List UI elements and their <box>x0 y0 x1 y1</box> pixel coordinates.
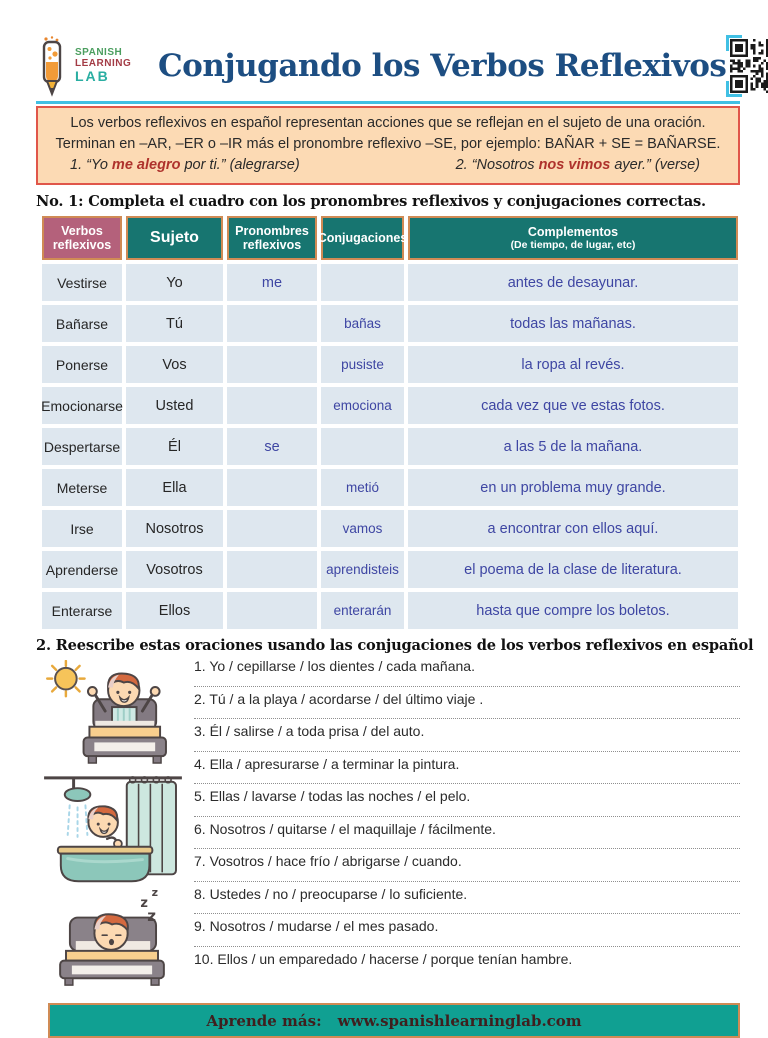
sleep-z: z <box>140 896 148 912</box>
sujeto-cell: Él <box>126 428 223 465</box>
col-header-sujeto: Sujeto <box>126 216 223 260</box>
sujeto-cell: Vosotros <box>126 551 223 588</box>
verbo-cell: Enterarse <box>42 592 122 629</box>
conjugacion-cell: bañas <box>321 305 404 342</box>
section1-heading: No. 1: Completa el cuadro con los pronombres reflexivos y conjugaciones correctas. <box>36 193 706 211</box>
pronombre-cell <box>227 346 317 383</box>
exercise-item <box>194 756 740 785</box>
boy-taking-shower-in-bathtub-icon <box>38 768 186 894</box>
verbo-cell: Bañarse <box>42 305 122 342</box>
pronombre-cell <box>227 551 317 588</box>
qr-frame-corner <box>726 35 742 51</box>
exercise-item <box>194 691 740 720</box>
exercise-section <box>36 658 740 995</box>
answer-line <box>194 686 740 687</box>
col-header-complementos: Complementos (De tiempo, de lugar, etc) <box>408 216 738 260</box>
exercise-item-text: 7. Vosotros / hace frío / abrigarse / cuando. <box>194 853 462 870</box>
col-header-conjugaciones: Conjugaciones <box>321 216 404 260</box>
verbo-cell: Emocionarse <box>42 387 122 424</box>
exercise-item-text: 4. Ella / apresurarse / a terminar la pintura. <box>194 755 460 772</box>
verbo-cell: Despertarse <box>42 428 122 465</box>
exercise-item <box>194 788 740 817</box>
qr-frame-corner <box>726 81 742 97</box>
exercise-item-text: 5. Ellas / lavarse / todas las noches / el pelo. <box>194 788 471 805</box>
answer-line <box>194 913 740 914</box>
pronombre-cell: me <box>227 264 317 301</box>
sujeto-cell: Usted <box>126 387 223 424</box>
complemento-cell: el poema de la clase de literatura. <box>408 551 738 588</box>
exercise-item-text: 8. Ustedes / no / preocuparse / lo suficiente. <box>194 885 468 902</box>
answer-line <box>194 816 740 817</box>
sujeto-cell: Vos <box>126 346 223 383</box>
complemento-cell: hasta que compre los boletos. <box>408 592 738 629</box>
verbo-cell: Aprenderse <box>42 551 122 588</box>
boy-sleeping-in-bed-icon <box>38 898 186 990</box>
answer-line <box>194 783 740 784</box>
conjugacion-cell: emociona <box>321 387 404 424</box>
col-header-verbos: Verbos reflexivos <box>42 216 122 260</box>
exercise-list <box>188 658 740 995</box>
example-1-highlight: me alegro <box>111 157 181 174</box>
exercise-item <box>194 918 740 947</box>
verbo-cell: Vestirse <box>42 264 122 301</box>
complemento-cell: a encontrar con ellos aquí. <box>408 510 738 547</box>
logo-text-lab: LAB <box>75 68 110 85</box>
answer-line <box>194 881 740 882</box>
boy-waking-up-in-bed-with-sun-icon <box>38 660 186 764</box>
exercise-item-text: 3. Él / salirse / a toda prisa / del auto. <box>194 723 425 740</box>
sujeto-cell: Nosotros <box>126 510 223 547</box>
exercise-item-text: 1. Yo / cepillarse / los dientes / cada mañana. <box>194 658 475 675</box>
answer-line <box>194 751 740 752</box>
example-1: 1. “Yo me alegro por ti.” (alegrarse) <box>70 157 300 174</box>
sleep-z: z <box>147 907 156 926</box>
exercise-item <box>194 853 740 882</box>
intro-line-2: Terminan en –AR, –ER o –IR más el pronombre reflexivo –SE, por ejemplo: BAÑAR + SE = BAÑARSE. <box>55 136 721 153</box>
header-divider <box>36 101 740 104</box>
pronombre-cell <box>227 469 317 506</box>
complemento-cell: a las 5 de la mañana. <box>408 428 738 465</box>
exercise-item <box>194 658 740 687</box>
pronombre-cell <box>227 510 317 547</box>
complemento-cell: antes de desayunar. <box>408 264 738 301</box>
sujeto-cell: Ella <box>126 469 223 506</box>
footer-url: www.spanishlearninglab.com <box>337 1011 582 1030</box>
test-tube-pencil-icon <box>36 35 72 97</box>
conjugation-table <box>42 216 738 629</box>
qr-code-icon <box>726 35 768 97</box>
footer-label: Aprende más: <box>206 1011 322 1030</box>
pronombre-cell: se <box>227 428 317 465</box>
complemento-cell: la ropa al revés. <box>408 346 738 383</box>
pronombre-cell <box>227 387 317 424</box>
spanish-learning-lab-logo <box>36 35 158 97</box>
illustration-column <box>36 658 188 995</box>
exercise-item-text: 9. Nosotros / mudarse / el mes pasado. <box>194 918 439 935</box>
col-header-pronombres: Pronombres reflexivos <box>227 216 317 260</box>
conjugacion-cell <box>321 264 404 301</box>
verbo-cell: Irse <box>42 510 122 547</box>
conjugacion-cell: aprendisteis <box>321 551 404 588</box>
example-2: 2. “Nosotros nos vimos ayer.” (verse) <box>455 157 700 174</box>
answer-line <box>194 946 740 947</box>
verbo-cell: Ponerse <box>42 346 122 383</box>
footer-bar <box>48 1003 740 1038</box>
sujeto-cell: Yo <box>126 264 223 301</box>
example-2-highlight: nos vimos <box>538 157 611 174</box>
conjugacion-cell: vamos <box>321 510 404 547</box>
complemento-cell: cada vez que ve estas fotos. <box>408 387 738 424</box>
intro-line-1: Los verbos reflexivos en español representan acciones que se reflejan en el sujeto de una oración. <box>70 115 706 131</box>
sleep-z: z <box>151 886 158 900</box>
boy-sleeping-figure <box>38 886 186 995</box>
exercise-item <box>194 821 740 850</box>
exercise-item-text: 6. Nosotros / quitarse / el maquillaje / fácilmente. <box>194 820 496 837</box>
conjugacion-cell: pusiste <box>321 346 404 383</box>
exercise-item-text: 10. Ellos / un emparedado / hacerse / porque tenían hambre. <box>194 950 573 967</box>
conjugacion-cell: metió <box>321 469 404 506</box>
verbo-cell: Meterse <box>42 469 122 506</box>
section2-heading: 2. Reescribe estas oraciones usando las conjugaciones de los verbos reflexivos en español <box>36 637 754 655</box>
exercise-item <box>194 723 740 752</box>
exercise-item <box>194 886 740 915</box>
pronombre-cell <box>227 305 317 342</box>
answer-line <box>194 718 740 719</box>
complemento-cell: todas las mañanas. <box>408 305 738 342</box>
exercise-item-text: 2. Tú / a la playa / acordarse / del último viaje . <box>194 690 484 707</box>
answer-line <box>194 848 740 849</box>
header <box>36 34 740 98</box>
logo-text-spanish: SPANISH <box>75 47 123 59</box>
conjugacion-cell <box>321 428 404 465</box>
page-title: Conjugando los Verbos Reflexivos <box>158 48 727 84</box>
pronombre-cell <box>227 592 317 629</box>
conjugacion-cell: enterarán <box>321 592 404 629</box>
sujeto-cell: Ellos <box>126 592 223 629</box>
logo-text-learning: LEARNING <box>75 57 132 69</box>
intro-box <box>36 106 740 185</box>
exercise-item <box>194 951 740 969</box>
sujeto-cell: Tú <box>126 305 223 342</box>
complemento-cell: en un problema muy grande. <box>408 469 738 506</box>
